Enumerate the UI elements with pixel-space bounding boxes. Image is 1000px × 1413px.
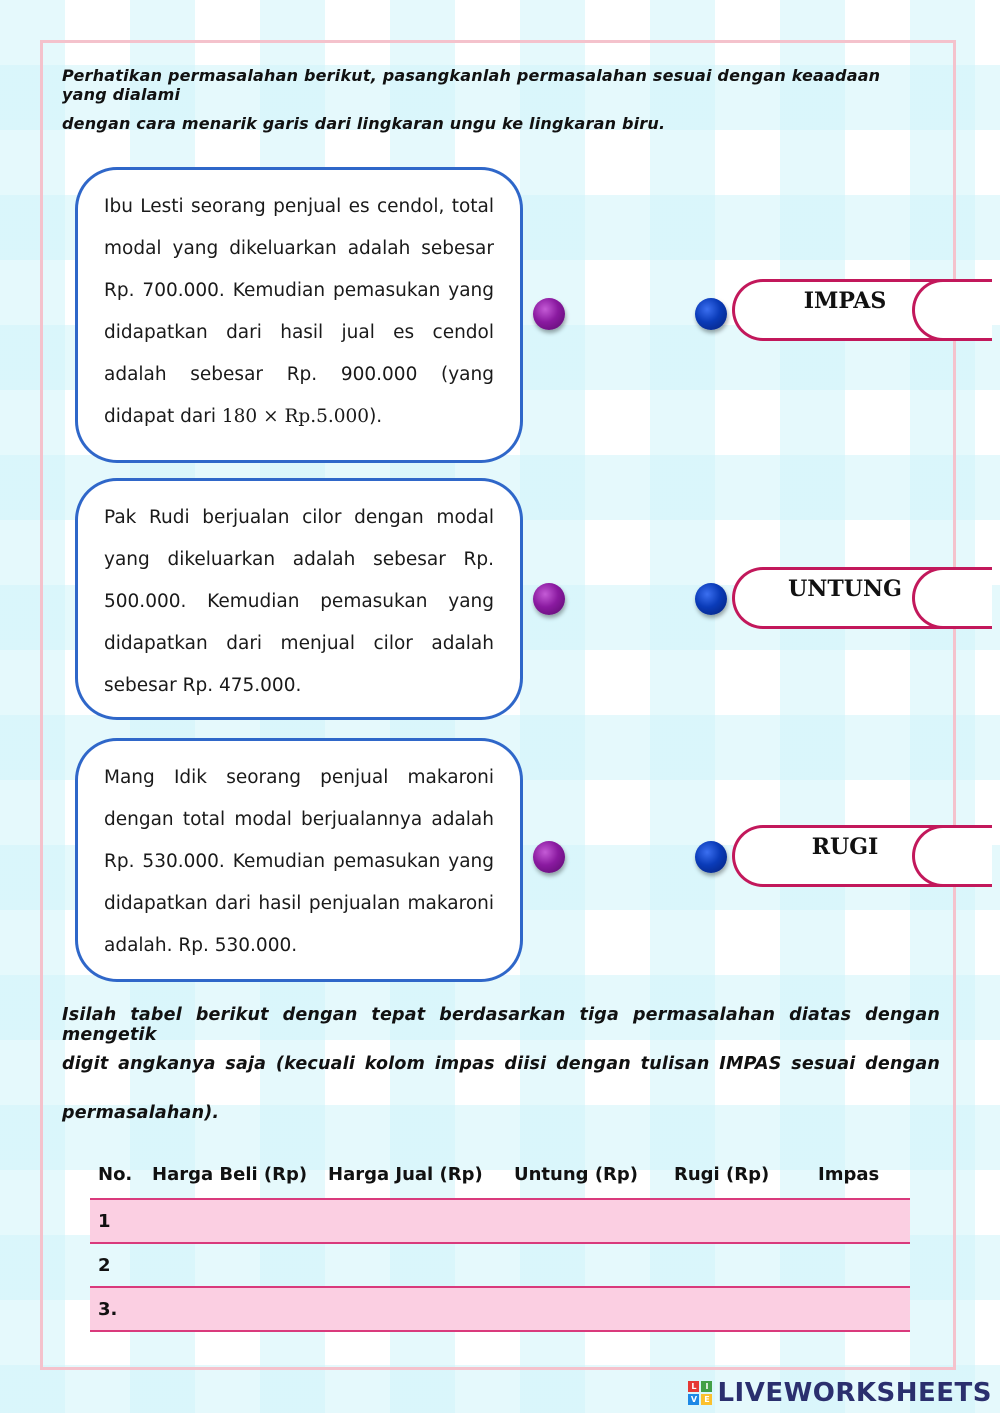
- table-row: [90, 1243, 910, 1287]
- table-header-row: [90, 1150, 910, 1199]
- problem-card-1: [75, 167, 523, 463]
- table-instruction-line-1: Isilah tabel berikut dengan tepat berdasarkan tiga permasalahan diatas dengan mengetik: [62, 1005, 940, 1045]
- row-number: 1: [90, 1199, 152, 1243]
- blue-circle-1[interactable]: [695, 298, 727, 330]
- problem-text-3: Mang Idik seorang penjual makaroni dengan total modal berjualannya adalah Rp. 530.000. Kemudian pemasukan yang didapatkan dari hasil penjualan makaroni adalah. Rp. 530.000.: [104, 767, 494, 956]
- blue-circle-2[interactable]: [695, 583, 727, 615]
- input-untung-2[interactable]: [514, 1243, 674, 1287]
- header-no: No.: [90, 1150, 152, 1199]
- instruction-line-1: Perhatikan permasalahan berikut, pasangkanlah permasalahan sesuai dengan keaadaan yang dialami: [62, 66, 881, 104]
- answer-label-untung: [732, 567, 992, 629]
- answer-table: [90, 1150, 910, 1332]
- input-impas-1[interactable]: [818, 1199, 910, 1243]
- problem-text-2: Pak Rudi berjualan cilor dengan modal yang dikeluarkan adalah sebesar Rp. 500.000. Kemudian pemasukan yang didapatkan dari menjual cilor adalah sebesar Rp. 475.000.: [104, 507, 494, 696]
- logo-text: LIVEWORKSHEETS: [717, 1378, 992, 1408]
- logo-mark-icon: L I V E: [688, 1381, 712, 1405]
- input-harga-jual-2[interactable]: [328, 1243, 514, 1287]
- instruction-line-2: dengan cara menarik garis dari lingkaran ungu ke lingkaran biru.: [62, 114, 666, 133]
- header-harga-jual: Harga Jual (Rp): [328, 1150, 514, 1199]
- answer-text-rugi: RUGI: [811, 834, 879, 860]
- purple-circle-3[interactable]: [533, 841, 565, 873]
- header-impas: Impas: [818, 1150, 910, 1199]
- input-harga-beli-1[interactable]: [152, 1199, 328, 1243]
- problem-card-3: [75, 738, 523, 982]
- purple-circle-1[interactable]: [533, 298, 565, 330]
- answer-label-rugi: [732, 825, 992, 887]
- row-number: 3.: [90, 1287, 152, 1331]
- input-harga-jual-1[interactable]: [328, 1199, 514, 1243]
- row-number: 2: [90, 1243, 152, 1287]
- input-rugi-2[interactable]: [674, 1243, 818, 1287]
- input-impas-2[interactable]: [818, 1243, 910, 1287]
- problem-card-2: [75, 478, 523, 720]
- answer-text-untung: UNTUNG: [788, 576, 902, 602]
- header-harga-beli: Harga Beli (Rp): [152, 1150, 328, 1199]
- purple-circle-2[interactable]: [533, 583, 565, 615]
- input-harga-beli-2[interactable]: [152, 1243, 328, 1287]
- table-row: [90, 1287, 910, 1331]
- table-instruction-line-3: permasalahan).: [62, 1103, 220, 1123]
- problem-text-1: Ibu Lesti seorang penjual es cendol, total modal yang dikeluarkan adalah sebesar Rp. 700.000. Kemudian pemasukan yang didapatkan dari hasil jual es cendol adalah sebesar Rp. 900.000 (yang didapat dari 180 × Rp.5.000).: [104, 196, 494, 427]
- input-harga-jual-3[interactable]: [328, 1287, 514, 1331]
- input-harga-beli-3[interactable]: [152, 1287, 328, 1331]
- header-untung: Untung (Rp): [514, 1150, 674, 1199]
- answer-label-impas: [732, 279, 992, 341]
- input-impas-3[interactable]: [818, 1287, 910, 1331]
- blue-circle-3[interactable]: [695, 841, 727, 873]
- table-row: [90, 1199, 910, 1243]
- math-expression: 180 × Rp.5.000: [221, 406, 370, 427]
- header-rugi: Rugi (Rp): [674, 1150, 818, 1199]
- answer-text-impas: IMPAS: [803, 288, 887, 314]
- input-untung-1[interactable]: [514, 1199, 674, 1243]
- input-untung-3[interactable]: [514, 1287, 674, 1331]
- liveworksheets-logo: [688, 1376, 992, 1410]
- table-instruction-line-2: digit angkanya saja (kecuali kolom impas diisi dengan tulisan IMPAS sesuai dengan: [62, 1054, 940, 1074]
- input-rugi-1[interactable]: [674, 1199, 818, 1243]
- answer-table-wrap: [90, 1150, 910, 1332]
- input-rugi-3[interactable]: [674, 1287, 818, 1331]
